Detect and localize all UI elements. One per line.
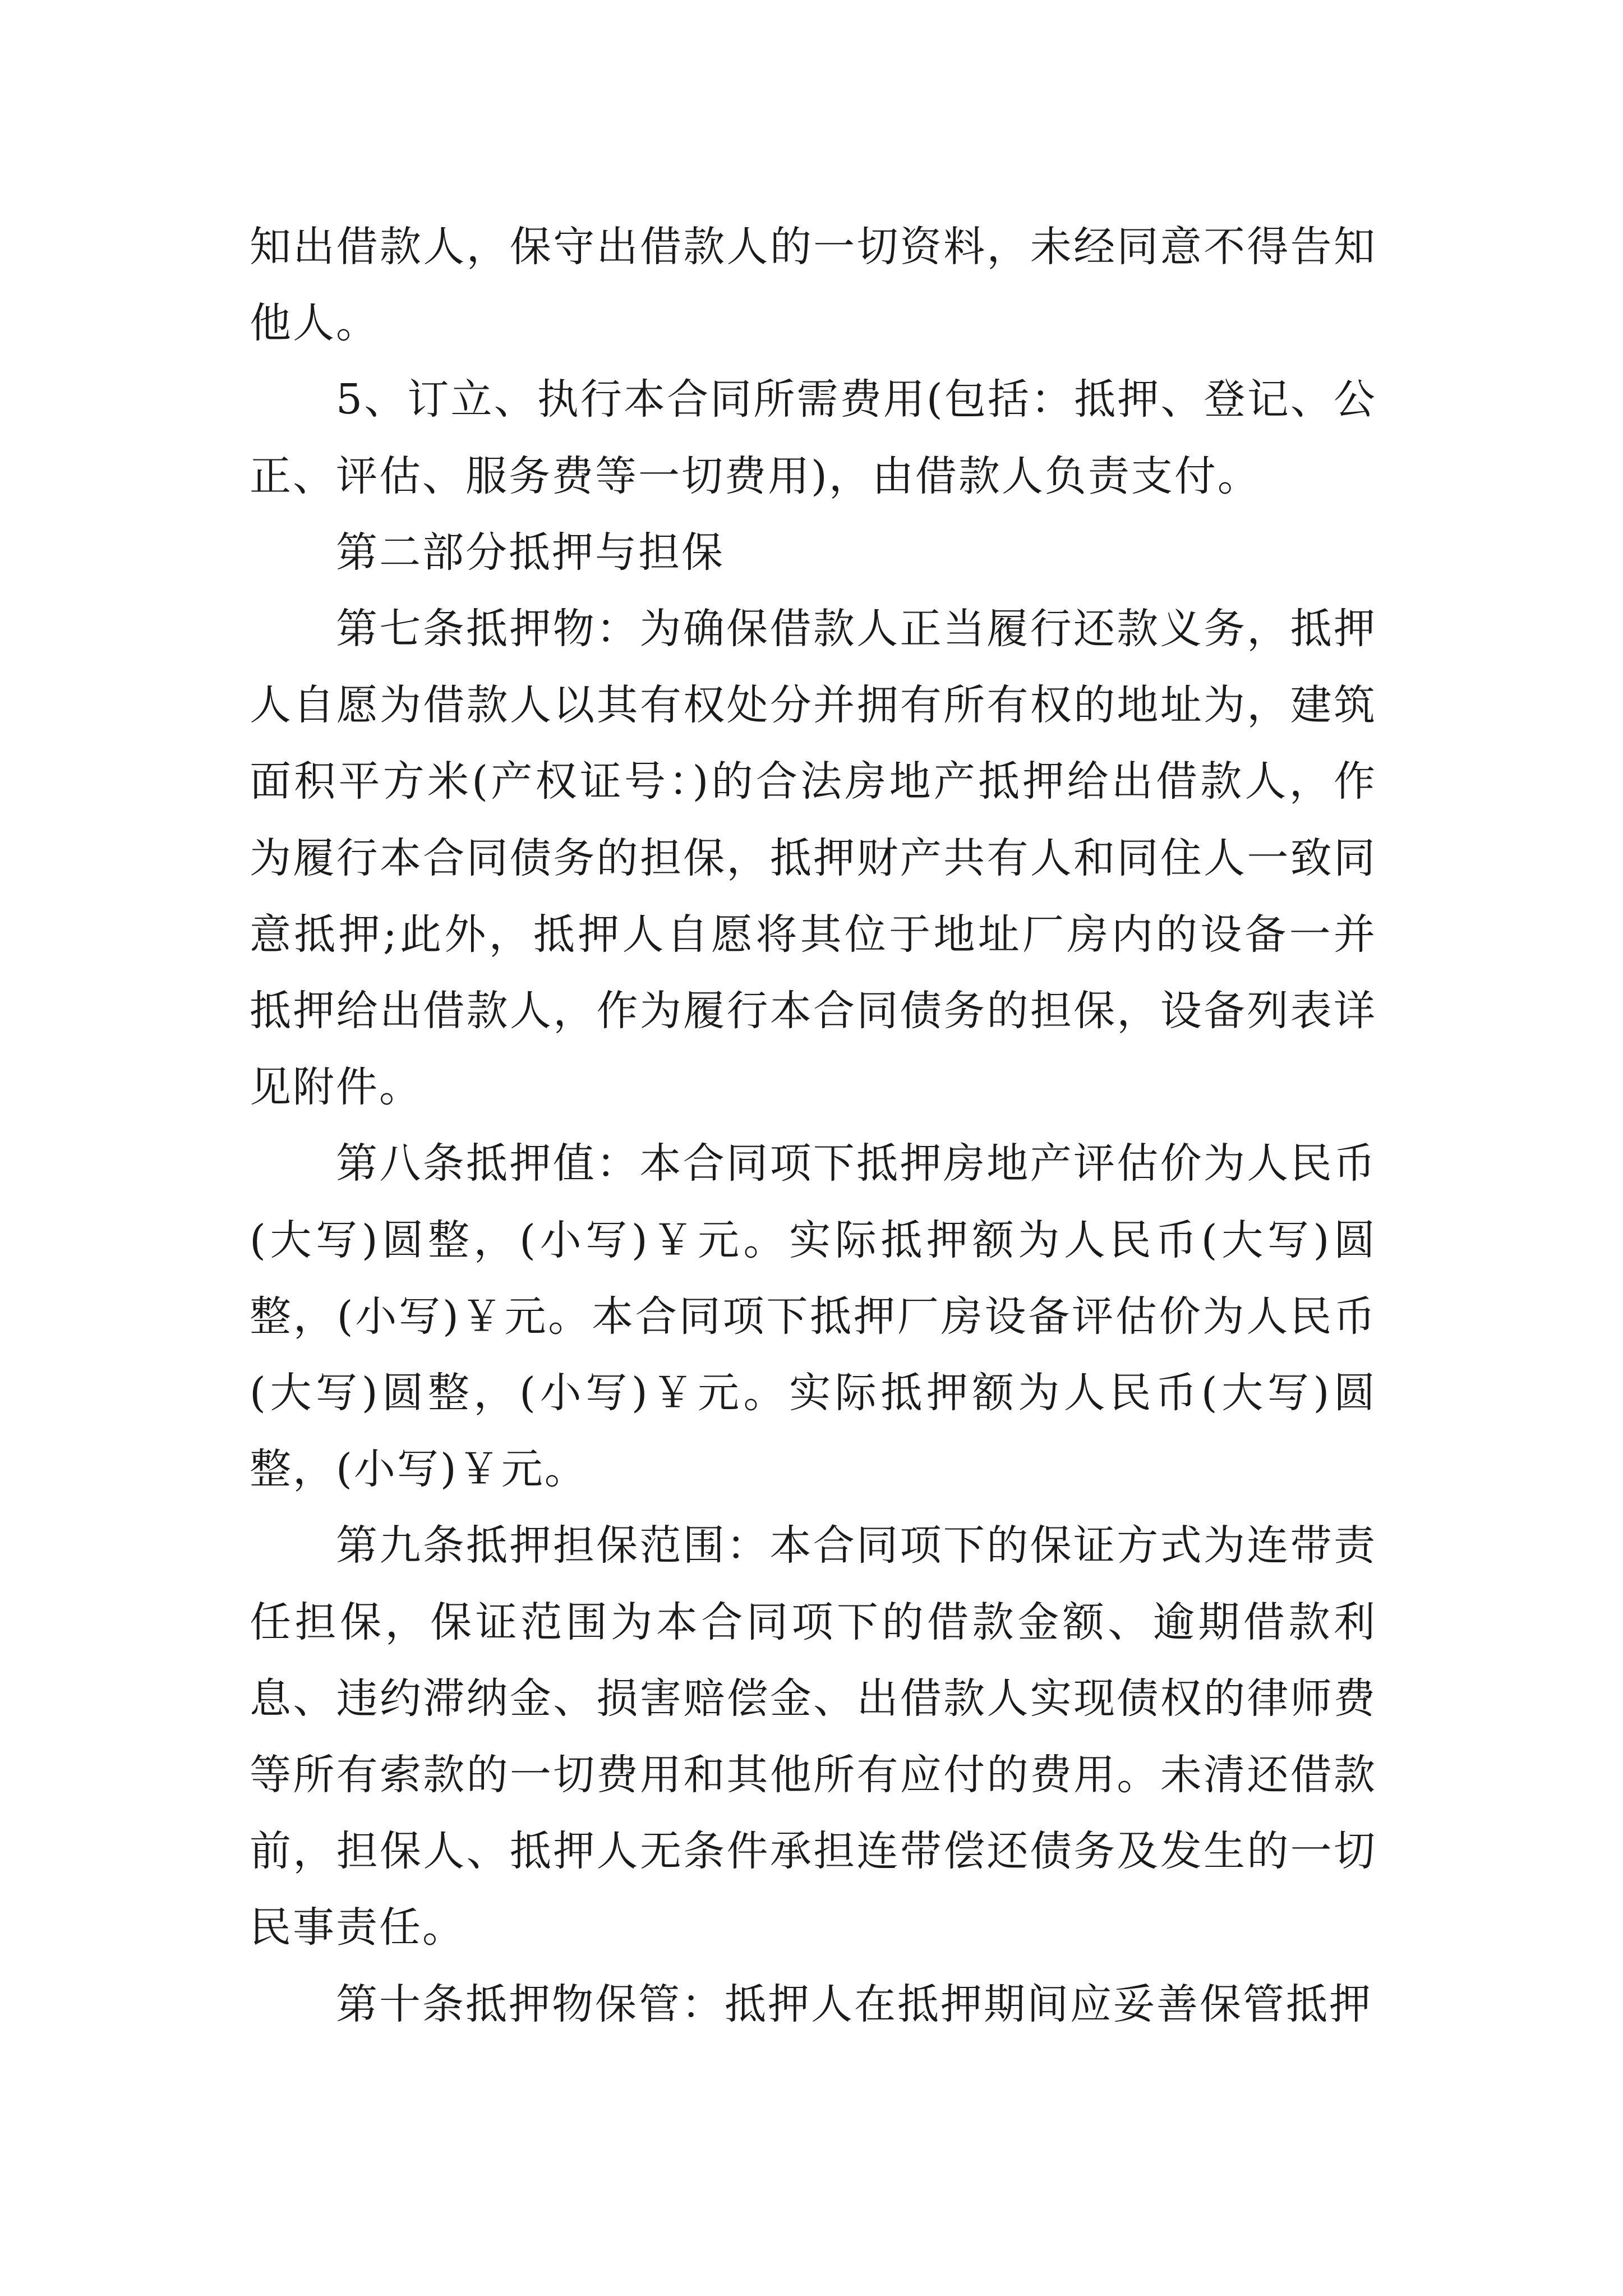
paragraph-article-9: 第九条抵押担保范围：本合同项下的保证方式为连带责任担保，保证范围为本合同项下的借款金额、逾期借款利息、违约滞纳金、损害赔偿金、出借款人实现债权的律师费等所有索款的一切费用和其他所有应付的费用。未清还借款前，担保人、抵押人无条件承担连带偿还债务及发生的一切民事责任。 [250, 1521, 1377, 1952]
paragraph-article-10: 第十条抵押物保管：抵押人在抵押期间应妥善保管抵押 [336, 1980, 1372, 2028]
paragraph-article-7: 第七条抵押物：为确保借款人正当履行还款义务，抵押人自愿为借款人以其有权处分并拥有所有权的地址为，建筑面积平方米(产权证号：)的合法房地产抵押给出借款人，作为履行本合同债务的担保，抵押财产共有人和同住人一致同意抵押;此外，抵押人自愿将其位于地址厂房内的设备一并抵押给出借款人，作为履行本合同债务的担保，设备列表详见附件。 [250, 605, 1377, 1112]
document-body [250, 209, 1377, 2042]
paragraph-item-5: 5、订立、执行本合同所需费用(包括：抵押、登记、公正、评估、服务费等一切费用)，由借款人负责支付。 [250, 375, 1377, 500]
paragraph-continuation: 知出借款人，保守出借款人的一切资料，未经同意不得告知他人。 [250, 223, 1377, 348]
paragraph-article-8: 第八条抵押值：本合同项下抵押房地产评估价为人民币(大写)圆整，(小写)￥元。实际抵押额为人民币(大写)圆整，(小写)￥元。本合同项下抵押厂房设备评估价为人民币(大写)圆整，(小写)￥元。实际抵押额为人民币(大写)圆整，(小写)￥元。 [250, 1139, 1377, 1494]
section-heading: 第二部分抵押与担保 [336, 528, 725, 577]
